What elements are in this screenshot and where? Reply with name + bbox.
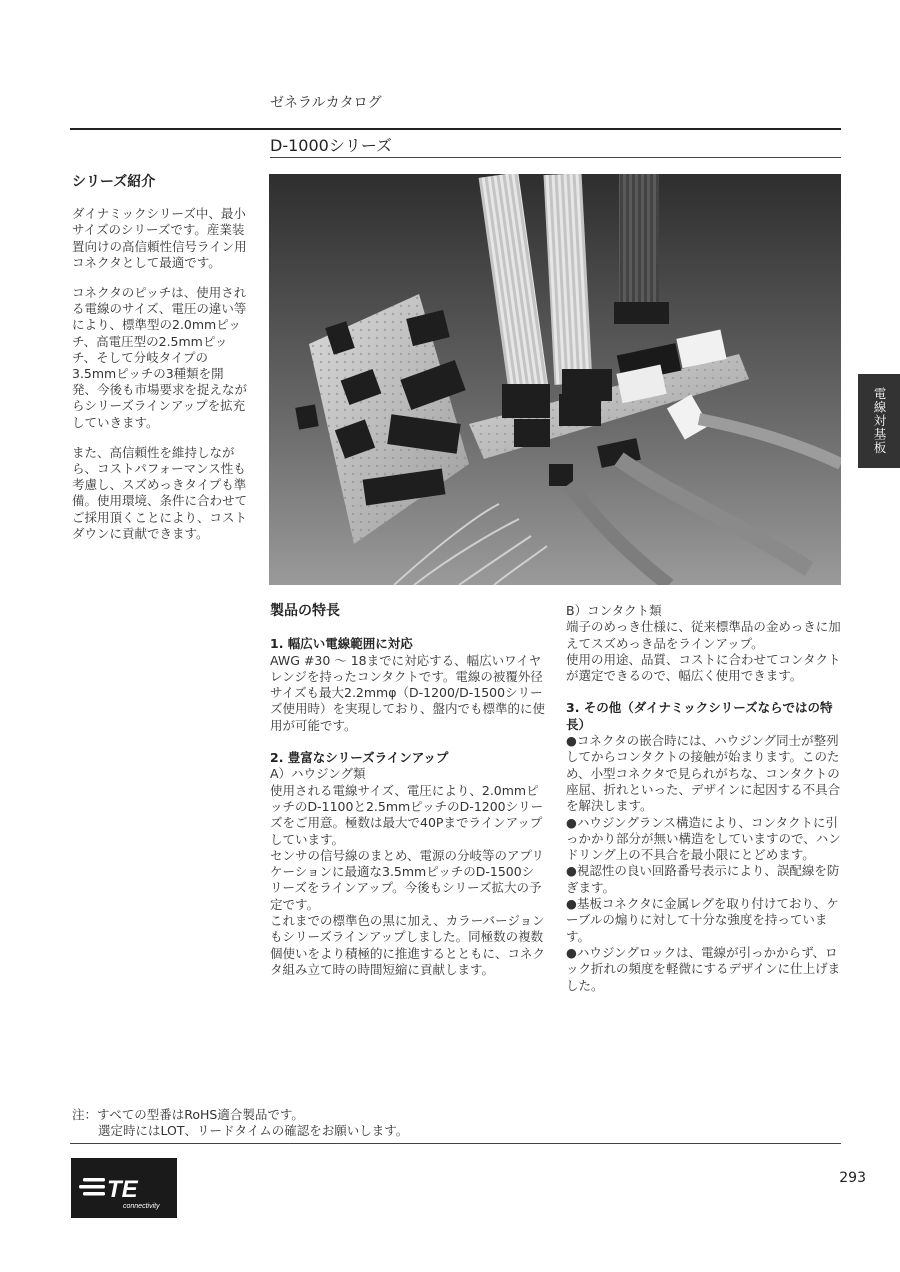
feature-2-sub-b: B）コンタクト類 — [566, 603, 662, 618]
feature-3-title: 3. その他（ダイナミックシリーズならではの特長） — [566, 700, 833, 732]
footer-rule — [70, 1143, 841, 1144]
features-heading: 製品の特長 — [270, 603, 340, 619]
feature-bullet: ●基板コネクタに金属レグを取り付けており、ケーブルの煽りに対して十分な強度を持っています。 — [566, 896, 839, 944]
header-rule — [70, 128, 841, 130]
feature-1-body: AWG #30 ～ 18までに対応する、幅広いワイヤレンジを持ったコンタクトです。電線の被覆外径サイズも最大2.2mmφ（D-1200/D-1500シリーズ使用時）を実現しており、盤内でも標準的に使用が可能です。 — [270, 652, 546, 733]
features-column-right — [566, 603, 842, 994]
feature-bullet: ●コネクタの嵌合時には、ハウジング同士が整列してからコンタクトの接触が始まります。このため、小型コネクタで見られがちな、コンタクトの座屈、折れといった、デザインに起因する不具合を解決します。 — [566, 733, 841, 814]
feature-2-body: 使用の用途、品質、コストに合わせてコンタクトが選定できるので、幅広く使用できます。 — [566, 651, 841, 684]
feature-2-body: これまでの標準色の黒に加え、カラーバージョンもシリーズラインアップしました。同極数の複数個使いをより積極的に推進するとともに、コネクタ組み立て時の時間短縮に貢献します。 — [270, 913, 546, 977]
footnote — [72, 1107, 408, 1139]
features-column-left — [270, 603, 546, 978]
logo-subtext: connectivity — [123, 1203, 160, 1210]
series-intro — [72, 174, 248, 556]
intro-heading: シリーズ紹介 — [72, 174, 156, 190]
intro-paragraph: コネクタのピッチは、使用される電線のサイズ、電圧の違い等により、標準型の2.0mmピッチ、高電圧型の2.5mmピッチ、そして分岐タイプの3.5mmピッチの3種類を開発、今後も市場要求を捉えながらシリーズラインアップを拡充していきます。 — [72, 285, 248, 430]
te-connectivity-logo — [71, 1158, 177, 1218]
catalog-title: ゼネラルカタログ — [270, 95, 382, 111]
category-side-tab-label: 電線対基板 — [872, 387, 887, 455]
series-title: D-1000シリーズ — [270, 136, 393, 155]
feature-2-body: センサの信号線のまとめ、電源の分岐等のアプリケーションに最適な3.5mmピッチのD-1500シリーズをラインアップ。今後もシリーズ拡大の予定です。 — [270, 847, 545, 912]
feature-1-title: 1. 幅広い電線範囲に対応 — [270, 636, 413, 652]
feature-2-body: 使用される電線サイズ、電圧により、2.0mmピッチのD-1100と2.5mmピッチのD-1200シリーズをご用意。極数は最大で40Pまでラインアップしています。 — [270, 782, 544, 847]
category-side-tab — [858, 374, 900, 468]
footnote-line: 注：すべての型番はRoHS適合製品です。 — [72, 1107, 304, 1122]
feature-bullet: ●ハウジングロックは、電線が引っかからず、ロック折れの頻度を軽微にするデザインに仕上げました。 — [566, 944, 841, 993]
product-photo — [269, 174, 841, 585]
footnote-line: 選定時にはLOT、リードタイムの確認をお願いします。 — [98, 1123, 409, 1138]
intro-paragraph: また、高信頼性を維持しながら、コストパフォーマンス性も考慮し、スズめっきタイプも準備。使用環境、条件に合わせてご採用頂くことにより、コストダウンに貢献できます。 — [72, 444, 248, 541]
feature-bullet: ●ハウジングランス構造により、コンタクトに引っかかり部分が無い構造をしていますので、ハンドリング上の不具合を最小限にとどめます。 — [566, 814, 841, 863]
intro-paragraph: ダイナミックシリーズ中、最小サイズのシリーズです。産業装置向けの高信頼性信号ライン用コネクタとして最適です。 — [72, 206, 247, 270]
feature-2-sub-a: A）ハウジング類 — [270, 766, 366, 782]
series-title-rule — [270, 157, 841, 158]
page-number: 293 — [839, 1170, 866, 1186]
logo-text: TE — [107, 1176, 138, 1203]
feature-bullet: ●視認性の良い回路番号表示により、誤配線を防ぎます。 — [566, 863, 840, 895]
feature-2-body: 端子のめっき仕様に、従来標準品の金めっきに加えてスズめっき品をラインアップ。 — [566, 619, 841, 651]
feature-2-title: 2. 豊富なシリーズラインアップ — [270, 750, 449, 766]
